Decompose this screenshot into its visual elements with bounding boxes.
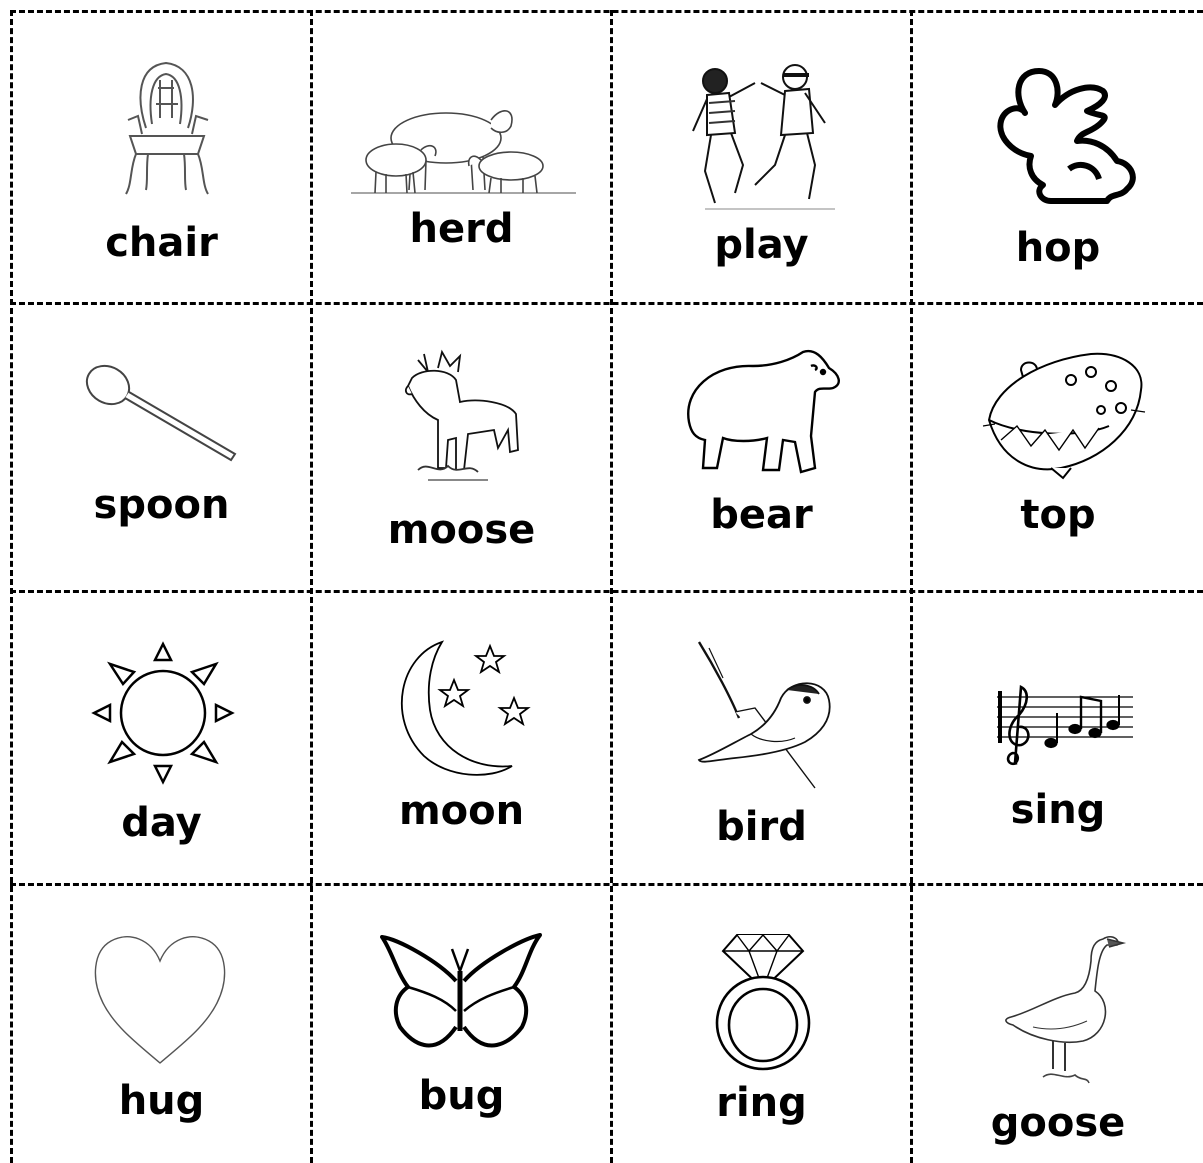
- word-card: [313, 886, 610, 1163]
- word-card: [313, 593, 610, 883]
- word-card: [13, 13, 310, 302]
- card-word: moose: [387, 507, 536, 553]
- card-word: bear: [710, 492, 813, 538]
- card-word: day: [121, 800, 202, 846]
- card-word: sing: [1010, 787, 1106, 833]
- word-card: [613, 13, 910, 302]
- card-word: hop: [1015, 225, 1101, 271]
- sheep-herd-icon: [351, 98, 576, 198]
- word-card: [613, 886, 910, 1163]
- word-card: [913, 593, 1203, 883]
- spoon-icon: [83, 360, 238, 465]
- moon-stars-icon: [390, 638, 535, 778]
- card-word: goose: [990, 1100, 1126, 1146]
- word-card: [13, 305, 310, 590]
- word-card: [313, 305, 610, 590]
- card-word: spoon: [93, 482, 230, 528]
- music-notes-icon: [995, 683, 1135, 778]
- card-word: herd: [409, 206, 514, 252]
- word-card: [13, 886, 310, 1163]
- bird-icon: [695, 638, 840, 796]
- word-card: [613, 593, 910, 883]
- word-card: [613, 305, 910, 590]
- bear-icon: [683, 350, 843, 480]
- card-word: bird: [716, 804, 807, 850]
- card-word: hug: [118, 1078, 205, 1124]
- card-word: chair: [105, 220, 218, 266]
- card-word: ring: [716, 1080, 807, 1126]
- word-card: [913, 305, 1203, 590]
- moose-icon: [398, 350, 528, 495]
- goose-icon: [1003, 931, 1123, 1091]
- chair-icon: [108, 58, 218, 198]
- diamond-ring-icon: [713, 931, 813, 1071]
- card-word: top: [1020, 492, 1096, 538]
- sun-icon: [88, 638, 238, 788]
- card-word: play: [714, 222, 809, 268]
- rabbit-icon: [991, 61, 1141, 216]
- word-card: [913, 886, 1203, 1163]
- card-word: bug: [418, 1073, 505, 1119]
- card-word: moon: [398, 788, 525, 834]
- butterfly-icon: [378, 931, 543, 1061]
- word-card: [313, 13, 610, 302]
- heart-icon: [93, 931, 228, 1066]
- spinning-top-icon: [981, 350, 1146, 480]
- children-playing-icon: [685, 53, 845, 215]
- word-card: [13, 593, 310, 883]
- word-card: [913, 13, 1203, 302]
